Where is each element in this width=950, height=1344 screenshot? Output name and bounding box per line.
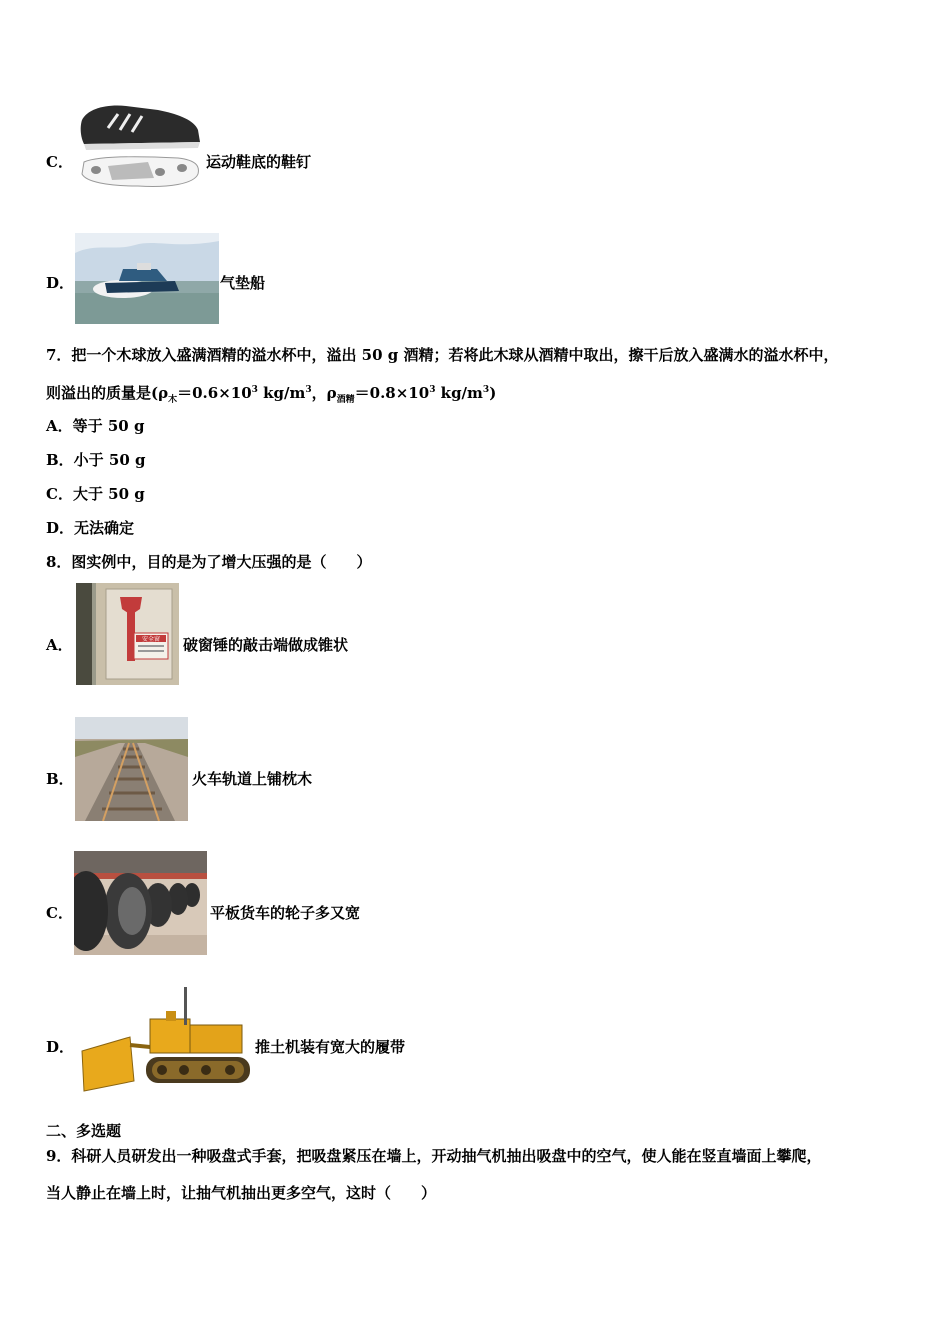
option-c-text: 运动鞋底的鞋钉 <box>206 153 312 171</box>
question-7-stem-line1: 7．把一个木球放入盛满酒精的溢水杯中，溢出 50 g 酒精；若将此木球从酒精中取出，擦干后放入盛满水的溢水杯中， <box>46 346 839 364</box>
question-7-stem-line2: 则溢出的质量是($\rho_木=0.6\times 10^3$ $kg/m^3$，$\rho_{酒精}=0.8\times 10^3$ $kg/m^3$) <box>46 384 497 405</box>
truck-wheels-image <box>74 851 207 955</box>
question-7-option-a: A．等于 50 g <box>46 417 145 435</box>
option-d-label: D． <box>46 274 75 292</box>
question-8-option-d-label: D． <box>46 1038 75 1056</box>
question-8-stem: 8．图实例中，目的是为了增大压强的是（ ） <box>46 553 372 571</box>
question-8-option-b-text: 火车轨道上铺枕木 <box>192 770 313 788</box>
question-8-option-d-text: 推土机装有宽大的履带 <box>255 1038 406 1056</box>
question-8-option-a-label: A． <box>46 636 73 654</box>
question-7-option-b: B．小于 50 g <box>46 451 146 469</box>
option-d-text: 气垫船 <box>220 274 266 292</box>
option-c-label: C． <box>46 153 73 171</box>
railway-track-image <box>75 717 188 821</box>
question-8-option-c-label: C． <box>46 904 73 922</box>
soccer-shoe-image <box>78 100 202 195</box>
hovercraft-image <box>75 233 219 324</box>
question-7-option-c: C．大于 50 g <box>46 485 145 503</box>
question-7-option-d: D．无法确定 <box>46 519 135 537</box>
question-8-option-c-text: 平板货车的轮子多又宽 <box>210 904 361 922</box>
question-8-option-a-text: 破窗锤的敲击端做成锥状 <box>183 636 349 654</box>
question-9-stem-line2: 当人静止在墙上时，让抽气机抽出更多空气，这时（ ） <box>46 1184 437 1202</box>
question-9-stem-line1: 9．科研人员研发出一种吸盘式手套，把吸盘紧压在墙上，开动抽气机抽出吸盘中的空气，使人能在竖直墙面上攀爬， <box>46 1147 822 1165</box>
bulldozer-image <box>80 985 252 1095</box>
section-heading-multiple-choice: 二、多选题 <box>46 1122 122 1140</box>
safety-hammer-image <box>76 583 179 685</box>
safety-window-sign: 安全窗 <box>141 636 161 643</box>
question-8-option-b-label: B． <box>46 770 74 788</box>
